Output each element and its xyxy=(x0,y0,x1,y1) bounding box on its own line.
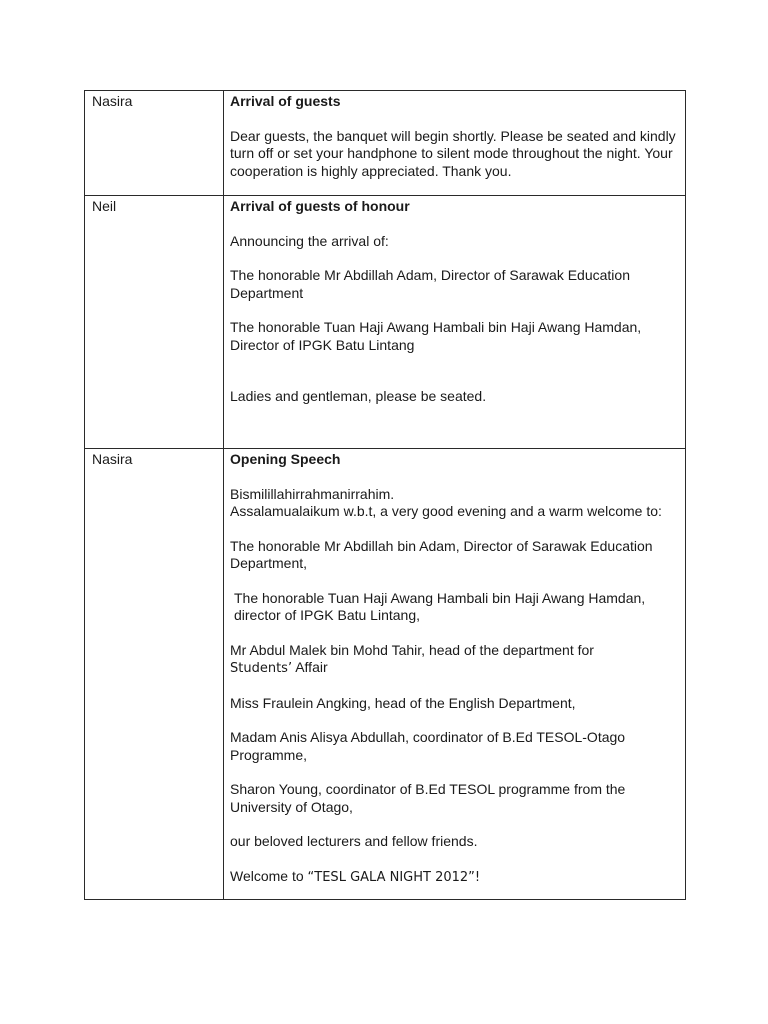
text-fragment: Affair xyxy=(292,659,328,675)
section-heading: Arrival of guests of honour xyxy=(230,198,410,214)
paragraph: Dear guests, the banquet will begin shortly. Please be seated and kindly turn off or set your handphone to silent mode throughout the night. Your cooperation is highly appreciated. Thank you. xyxy=(230,127,676,179)
paragraph: Announcing the arrival of: xyxy=(230,232,389,249)
paragraph: The honorable Mr Abdillah Adam, Director of Sarawak Education Department xyxy=(230,267,630,301)
section-heading: Arrival of guests xyxy=(230,93,341,109)
text-fragment: Mr Abdul Malek bin Mohd Tahir, head of the department for xyxy=(230,641,594,658)
table-row xyxy=(85,91,686,196)
text-fragment: Welcome to xyxy=(230,867,308,884)
text-fragment: Students’ xyxy=(230,661,293,676)
paragraph: Miss Fraulein Angking, head of the English Department, xyxy=(230,694,576,711)
mc-script-table xyxy=(84,90,686,900)
speaker-name: Neil xyxy=(92,198,117,214)
speaker-name: Nasira xyxy=(92,451,133,467)
speaker-cell xyxy=(85,196,224,449)
table-row xyxy=(85,449,686,900)
paragraph: The honorable Mr Abdillah bin Adam, Director of Sarawak Education Department, xyxy=(230,537,653,571)
event-title: “TESL GALA NIGHT 2012”! xyxy=(307,869,481,885)
paragraph: Madam Anis Alisya Abdullah, coordinator of B.Ed TESOL-Otago Programme, xyxy=(230,729,626,763)
content-cell xyxy=(224,449,686,900)
speaker-cell xyxy=(85,449,224,900)
paragraph: Bismilillahirrahmanirrahim. xyxy=(230,485,395,502)
paragraph: Ladies and gentleman, please be seated. xyxy=(230,388,487,404)
paragraph: The honorable Tuan Haji Awang Hambali bin Haji Awang Hamdan, Director of IPGK Batu Lintang xyxy=(230,319,642,353)
paragraph xyxy=(230,642,677,678)
paragraph: our beloved lecturers and fellow friends. xyxy=(230,833,478,849)
paragraph xyxy=(230,868,677,887)
content-cell xyxy=(224,91,686,196)
speaker-name: Nasira xyxy=(92,93,133,109)
paragraph: Assalamualaikum w.b.t, a very good evening and a warm welcome to: xyxy=(230,503,662,519)
speaker-cell xyxy=(85,91,224,196)
paragraph: The honorable Tuan Haji Awang Hambali bin Haji Awang Hamdan, director of IPGK Batu Lintang, xyxy=(234,589,646,623)
paragraph: Sharon Young, coordinator of B.Ed TESOL programme from the University of Otago, xyxy=(230,781,626,815)
table-row xyxy=(85,196,686,449)
section-heading: Opening Speech xyxy=(230,451,341,467)
content-cell xyxy=(224,196,686,449)
